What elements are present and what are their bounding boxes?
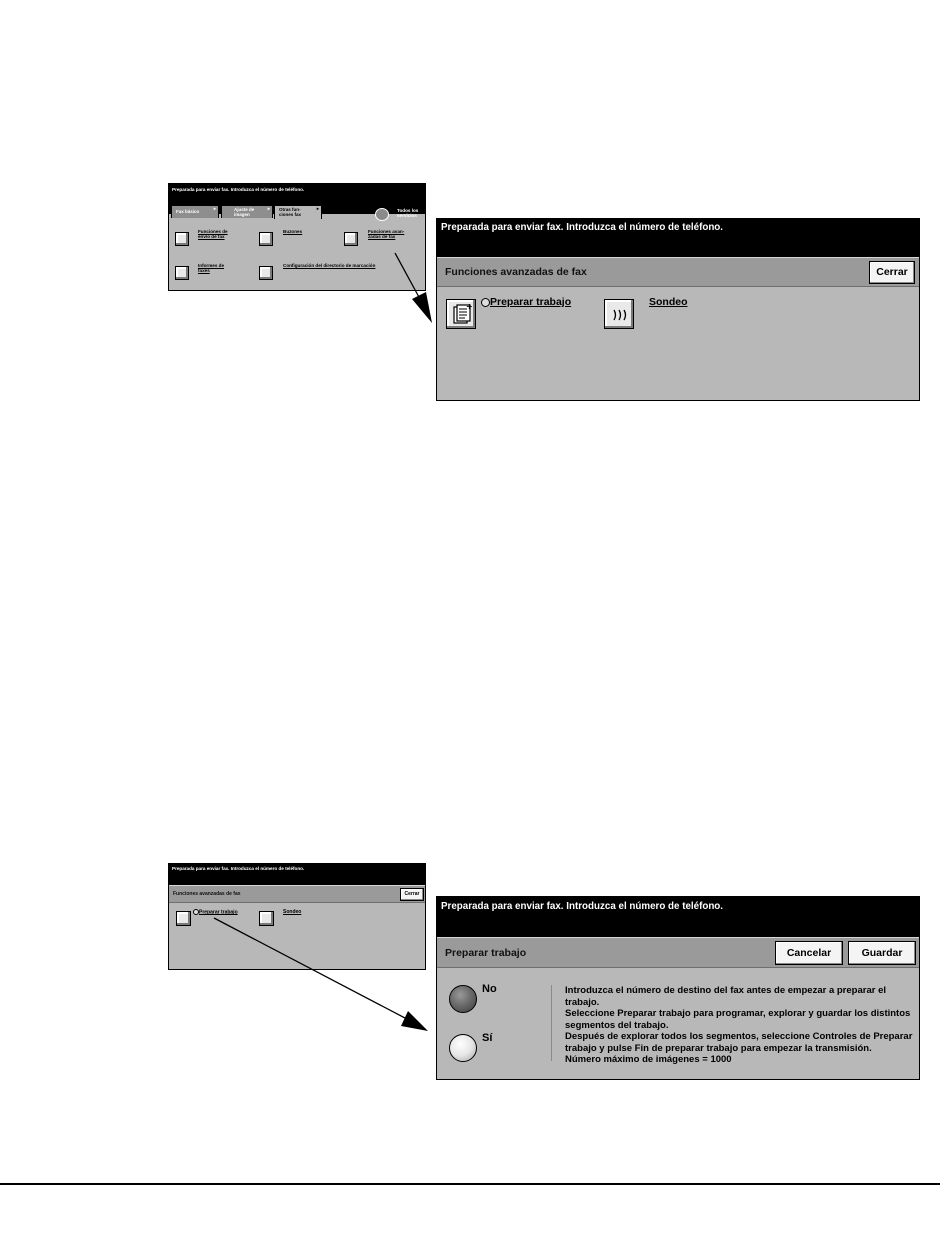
close-button[interactable]: Cerrar (400, 888, 424, 901)
send-options-link[interactable]: Funciones de envío de fax (198, 229, 228, 239)
close-button[interactable]: Cerrar (869, 261, 915, 284)
advanced-fax-link[interactable]: Funciones avan- zadas de fax (368, 229, 405, 239)
callout-arrow-bottom (214, 918, 428, 1031)
cancel-button[interactable]: Cancelar (775, 941, 843, 965)
tab-image-adjustment[interactable]: Ajuste de imagen ▸ (221, 205, 273, 218)
status-message: Preparada para enviar fax. Introduzca el número de teléfono. (441, 901, 724, 912)
save-button[interactable]: Guardar (848, 941, 916, 965)
svg-text:+: + (466, 302, 473, 311)
tab-other-fax-features[interactable]: Otras fun- ciones fax ▸ (274, 205, 322, 219)
mailbox-link[interactable]: Buzones (283, 229, 303, 234)
polling-link[interactable]: Sondeo (649, 296, 688, 308)
callout-arrow-top (395, 253, 432, 323)
build-job-link[interactable]: Preparar trabajo (481, 296, 571, 308)
footer-rule (0, 1183, 940, 1185)
polling-link[interactable]: Sondeo (283, 909, 302, 915)
build-job-link[interactable]: Preparar trabajo (193, 909, 238, 915)
tab-basic-fax[interactable]: Fax básico ▸ (171, 205, 219, 218)
build-job-instructions: Introduzca el número de destino del fax antes de empezar a preparar el trabajo. Seleccione Preparar trabajo para programar, explorar y guardar los distintos segmentos del trabajo. Después de explorar todos los segmentos, seleccione Controles de Preparar trabajo y pulse Fin de preparar trabajo para empezar la transmisión. Número máximo de imágenes = 1000 (565, 985, 913, 1066)
status-message: Preparada para enviar fax. Introduzca el número de teléfono. (172, 866, 305, 871)
screen-title: Preparar trabajo (445, 947, 527, 959)
screen-title: Funciones avanzadas de fax (173, 891, 241, 897)
status-message: Preparada para enviar fax. Introduzca el número de teléfono. (172, 187, 305, 192)
reports-link[interactable]: Informes de faxes (198, 263, 225, 273)
all-services-label: Todos los servicios (397, 208, 419, 219)
tab-arrow-icon: ▸ (316, 206, 319, 211)
screen-title: Funciones avanzadas de fax (445, 266, 587, 278)
status-message: Preparada para enviar fax. Introduzca el número de teléfono. (441, 222, 724, 233)
dial-directory-link[interactable]: Configuración del directorio de marcación (283, 263, 376, 268)
option-no-label: No (482, 983, 497, 995)
option-yes-label: Sí (482, 1032, 493, 1044)
tab-arrow-icon: ▸ (213, 206, 216, 211)
tab-arrow-icon: ▸ (267, 206, 270, 211)
